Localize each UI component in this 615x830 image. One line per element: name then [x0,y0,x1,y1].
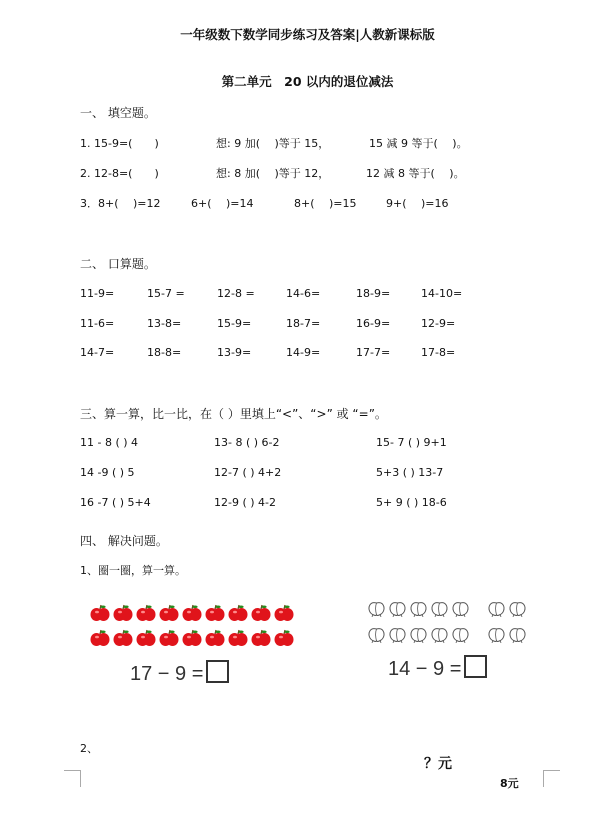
section-2-heading: 二、 口算题。 [80,257,156,271]
fill-q3b: 6+( )=14 [191,197,254,210]
mental-math-item: 18-9= [356,287,391,300]
document-title: 一年级数下数学同步练习及答案|人教新课标版 [180,27,435,42]
problem-1-label: 1、圈一圈，算一算。 [80,564,186,577]
mental-math-item: 16-9= [356,317,391,330]
apple-icon [274,629,294,647]
answer-box-right[interactable] [464,655,487,678]
peach-icon [367,600,386,617]
equation-left-text: 17 − 9 = [130,663,204,685]
mental-math-item: 18-8= [147,346,182,359]
compare-item: 15- 7 ( ) 9+1 [376,436,447,449]
corner-mark-right [543,770,560,787]
apple-icon [251,629,271,647]
equation-left [130,660,229,686]
peach-icon [508,626,527,643]
peach-icon [367,626,386,643]
fill-q2: 2. 12-8=( ) [80,167,159,180]
apple-icon [205,629,225,647]
peach-icon [451,626,470,643]
mental-math-item: 12-9= [421,317,456,330]
peach-icon [388,626,407,643]
peach-icon [508,600,527,617]
price-known: 8元 [500,777,519,790]
fill-q3c: 8+( )=15 [294,197,357,210]
apple-icon [159,629,179,647]
fill-q1: 1. 15-9=( ) [80,137,159,150]
fill-q2-hint: 想: 8 加( )等于 12， [216,167,330,180]
apple-icon [251,604,271,622]
apple-icon [136,604,156,622]
apple-icon [228,629,248,647]
price-unknown: ？元 [424,756,452,772]
apple-icon [182,604,202,622]
mental-math-item: 15-9= [217,317,252,330]
corner-mark-left [64,770,81,787]
fill-q3d: 9+( )=16 [386,197,449,210]
mental-math-item: 14-9= [286,346,321,359]
mental-math-item: 14-6= [286,287,321,300]
unit-title: 第二单元 20 以内的退位减法 [221,74,394,89]
peach-icon [451,600,470,617]
apple-icon [136,629,156,647]
peach-icon [409,600,428,617]
apple-icon [228,604,248,622]
equation-right [388,655,487,681]
fill-q1-hint2: 15 减 9 等于( )。 [369,137,468,150]
apple-icon [113,604,133,622]
compare-item: 11 - 8 ( ) 4 [80,436,139,449]
section-4-heading: 四、 解决问题。 [80,534,168,548]
fill-q3a: 3．8+( )=12 [80,197,161,210]
mental-math-item: 13-9= [217,346,252,359]
mental-math-item: 17-7= [356,346,391,359]
compare-item: 5+3 ( ) 13-7 [376,466,444,479]
mental-math-item: 13-8= [147,317,182,330]
peach-icon [409,626,428,643]
peach-icon [388,600,407,617]
mental-math-item: 17-8= [421,346,456,359]
mental-math-item: 15-7 = [147,287,185,300]
mental-math-item: 18-7= [286,317,321,330]
compare-item: 12-9 ( ) 4-2 [214,496,277,509]
compare-item: 12-7 ( ) 4+2 [214,466,282,479]
section-1-heading: 一、 填空题。 [80,106,156,120]
peach-icon [430,626,449,643]
mental-math-item: 14-7= [80,346,115,359]
section-3-heading: 三、算一算，比一比，在（ ）里填上“<”、“>” 或 “=”。 [80,407,387,421]
apple-icon [274,604,294,622]
peach-icon [487,626,506,643]
mental-math-item: 14-10= [421,287,463,300]
answer-box-left[interactable] [206,660,229,683]
mental-math-item: 11-6= [80,317,115,330]
compare-item: 16 -7 ( ) 5+4 [80,496,151,509]
apple-icon [90,629,110,647]
peach-icon [430,600,449,617]
mental-math-item: 11-9= [80,287,115,300]
mental-math-item: 12-8 = [217,287,255,300]
apple-icon [90,604,110,622]
apple-icon [205,604,225,622]
peach-icon [487,600,506,617]
compare-item: 5+ 9 ( ) 18-6 [376,496,447,509]
compare-item: 13- 8 ( ) 6-2 [214,436,280,449]
apple-icon [113,629,133,647]
fill-q2-hint2: 12 减 8 等于( )。 [366,167,465,180]
apple-icon [159,604,179,622]
fill-q1-hint: 想: 9 加( )等于 15， [216,137,330,150]
compare-item: 14 -9 ( ) 5 [80,466,135,479]
equation-right-text: 14 − 9 = [388,658,462,680]
apple-icon [182,629,202,647]
problem-2-label: 2、 [80,742,98,755]
